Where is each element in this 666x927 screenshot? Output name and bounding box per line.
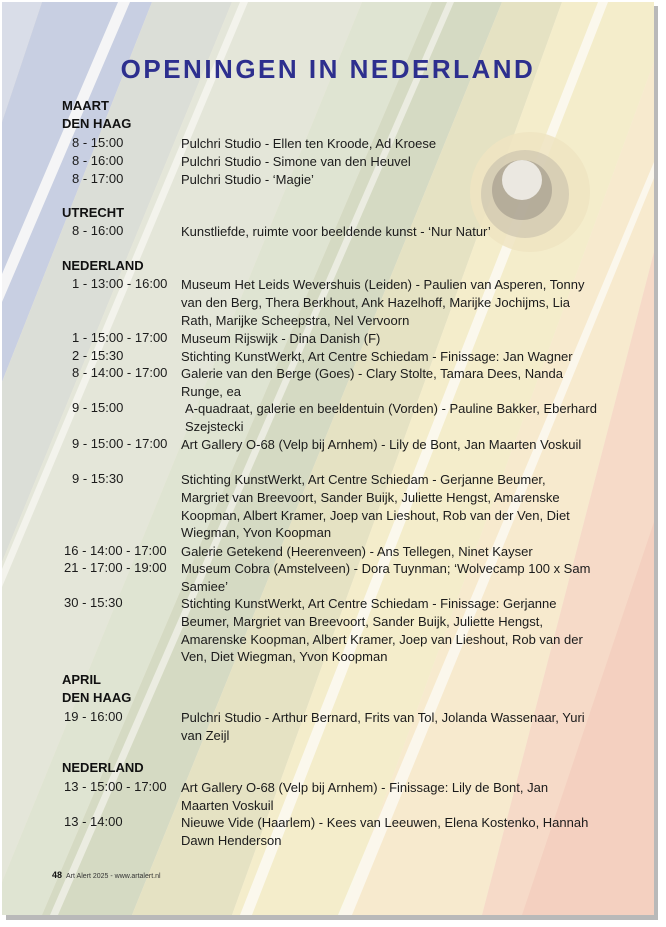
- magazine-page: [2, 2, 654, 915]
- entry-text: Stichting KunstWerkt, Art Centre Schiedam - Finissage: Gerjanne Beumer, Margriet van Breevoort, Sander Buijk, Juliette Hengst, Amarenske Koopman, Albert Kramer, Joep van Lieshout, Rob van der Ven, Diet Wiegman, Yvon Koopman: [181, 596, 583, 665]
- month-heading-april: APRIL: [62, 672, 101, 687]
- entry-text: Museum Het Leids Wevershuis (Leiden) - Paulien van Asperen, Tonny van den Berg, Thera Berkhout, Ank Hazelhoff, Marijke Jochijms, Lia Rath, Marijke Scheepstra, Nel Vervoorn: [181, 277, 585, 328]
- entry-date: 13 - 15:00 - 17:00: [64, 779, 167, 794]
- entry-text: Pulchri Studio - Ellen ten Kroode, Ad Kroese: [181, 136, 437, 151]
- entry-text: Galerie van den Berge (Goes) - Clary Stolte, Tamara Dees, Nanda Runge, ea: [181, 366, 563, 399]
- section-heading-nederland: NEDERLAND: [62, 258, 144, 273]
- entry-text: A-quadraat, galerie en beeldentuin (Vorden) - Pauline Bakker, Eberhard Szejstecki: [185, 401, 597, 434]
- entry-date: 30 - 15:30: [64, 595, 123, 610]
- entry-text: Nieuwe Vide (Haarlem) - Kees van Leeuwen, Elena Kostenko, Hannah Dawn Henderson: [181, 815, 589, 848]
- entry-date: 8 - 17:00: [72, 171, 124, 186]
- entry-date: 8 - 14:00 - 17:00: [72, 365, 168, 380]
- entry-text: Pulchri Studio - ‘Magie’: [181, 172, 314, 187]
- entry-date: 9 - 15:30: [72, 471, 124, 486]
- section-heading-nederland-april: NEDERLAND: [62, 760, 144, 775]
- section-heading-utrecht: UTRECHT: [62, 205, 125, 220]
- entry-text: Kunstliefde, ruimte voor beeldende kunst - ‘Nur Natur’: [181, 224, 491, 239]
- entry-date: 19 - 16:00: [64, 709, 123, 724]
- page-title: OPENINGEN IN NEDERLAND: [120, 54, 536, 84]
- entry-date: 21 - 17:00 - 19:00: [64, 560, 167, 575]
- entry-text: Museum Cobra (Amstelveen) - Dora Tuynman; ‘Wolvecamp 100 x Sam Samiee’: [181, 561, 591, 594]
- entry-date: 16 - 14:00 - 17:00: [64, 543, 167, 558]
- footer-text: Art Alert 2025 - www.artalert.nl: [66, 873, 161, 880]
- entry-text: Art Gallery O-68 (Velp bij Arnhem) - Lily de Bont, Jan Maarten Voskuil: [181, 437, 582, 452]
- page-number: 48: [52, 870, 63, 880]
- entry-text: Pulchri Studio - Arthur Bernard, Frits van Tol, Jolanda Wassenaar, Yuri van Zeijl: [181, 710, 585, 743]
- entry-date: 8 - 16:00: [72, 153, 124, 168]
- entry-text: Stichting KunstWerkt, Art Centre Schiedam - Gerjanne Beumer, Margriet van Breevoort, Sander Buijk, Juliette Hengst, Amarenske Koopman, Albert Kramer, Joep van Lieshout, Rob van der Ven, Diet Wiegman, Yvon Koopman: [181, 472, 570, 541]
- page-content: [2, 2, 654, 915]
- entry-date: 2 - 15:30: [72, 348, 124, 363]
- entry-date: 9 - 15:00 - 17:00: [72, 436, 168, 451]
- entry-date: 8 - 15:00: [72, 135, 124, 150]
- entry-date: 1 - 13:00 - 16:00: [72, 276, 168, 291]
- entry-text: Galerie Getekend (Heerenveen) - Ans Tellegen, Ninet Kayser: [181, 544, 533, 559]
- entry-text: Stichting KunstWerkt, Art Centre Schiedam - Finissage: Jan Wagner: [181, 349, 573, 364]
- page-footer: [52, 870, 161, 880]
- entry-text: Art Gallery O-68 (Velp bij Arnhem) - Finissage: Lily de Bont, Jan Maarten Voskuil: [181, 780, 549, 813]
- section-heading-den-haag-april: DEN HAAG: [62, 690, 132, 705]
- month-heading-maart: MAART: [62, 98, 109, 113]
- section-heading-den-haag: DEN HAAG: [62, 116, 132, 131]
- entry-date: 8 - 16:00: [72, 223, 124, 238]
- entry-text: Museum Rijswijk - Dina Danish (F): [181, 331, 381, 346]
- entry-date: 1 - 15:00 - 17:00: [72, 330, 168, 345]
- entry-text: Pulchri Studio - Simone van den Heuvel: [181, 154, 411, 169]
- entry-date: 13 - 14:00: [64, 814, 123, 829]
- entry-date: 9 - 15:00: [72, 400, 124, 415]
